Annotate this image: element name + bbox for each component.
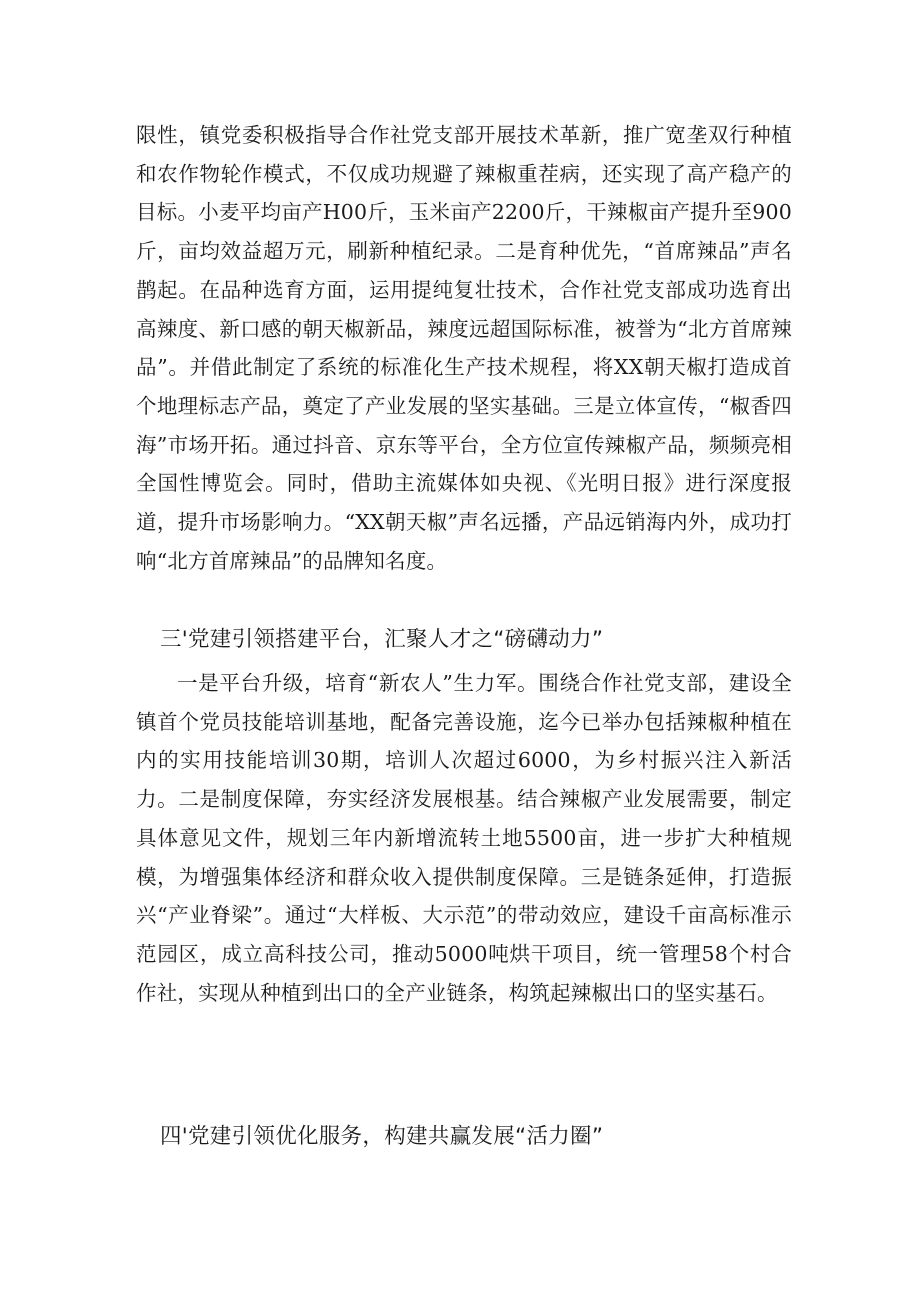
section-heading-3: 三'党建引领搭建平台，汇聚人才之“磅礴动力” [160,627,604,652]
body-paragraph: 限性，镇党委积极指导合作社党支部开展技术革新，推广宽垄双行种植和农作物轮作模式，不仅成功规避了辣椒重茬病，还实现了高产稳产的目标。小麦平均亩产H00斤，玉米亩产2200斤，干辣椒亩产提升至900斤，亩均效益超万元，刷新种植纪录。二是育种优先，“首席辣品”声名鹊起。在品种选育方面，运用提纯复壮技术，合作社党支部成功选育出高辣度、新口感的朝天椒新品，辣度远超国际标准，被誉为“北方首席辣品”。并借此制定了系统的标准化生产技术规程，将XX朝天椒打造成首个地理标志产品，奠定了产业发展的坚实基础。三是立体宣传，“椒香四海”市场开拓。通过抖音、京东等平台，全方位宣传辣椒产品，频频亮相全国性博览会。同时，借助主流媒体如央视、《光明日报》进行深度报道，提升市场影响力。“XX朝天椒”声名远播，产品远销海内外，成功打响“北方首席辣品”的品牌知名度。 [136,123,792,573]
section-heading-4: 四'党建引领优化服务，构建共赢发展“活力圈” [160,1124,604,1149]
body-paragraph: 一是平台升级，培育“新农人”生力军。围绕合作社党支部，建设全镇首个党员技能培训基地，配备完善设施，迄今已举办包括辣椒种植在内的实用技能培训30期，培训人次超过6000，为乡村振兴注入新活力。二是制度保障，夯实经济发展根基。结合辣椒产业发展需要，制定具体意见文件，规划三年内新增流转土地5500亩，进一步扩大种植规模，为增强集体经济和群众收入提供制度保障。三是链条延伸，打造振兴“产业脊梁”。通过“大样板、大示范”的带动效应，建设千亩高标准示范园区，成立高科技公司，推动5000吨烘干项目，统一管理58个村合作社，实现从种植到出口的全产业链条，构筑起辣椒出口的坚实基石。 [136,671,792,1005]
